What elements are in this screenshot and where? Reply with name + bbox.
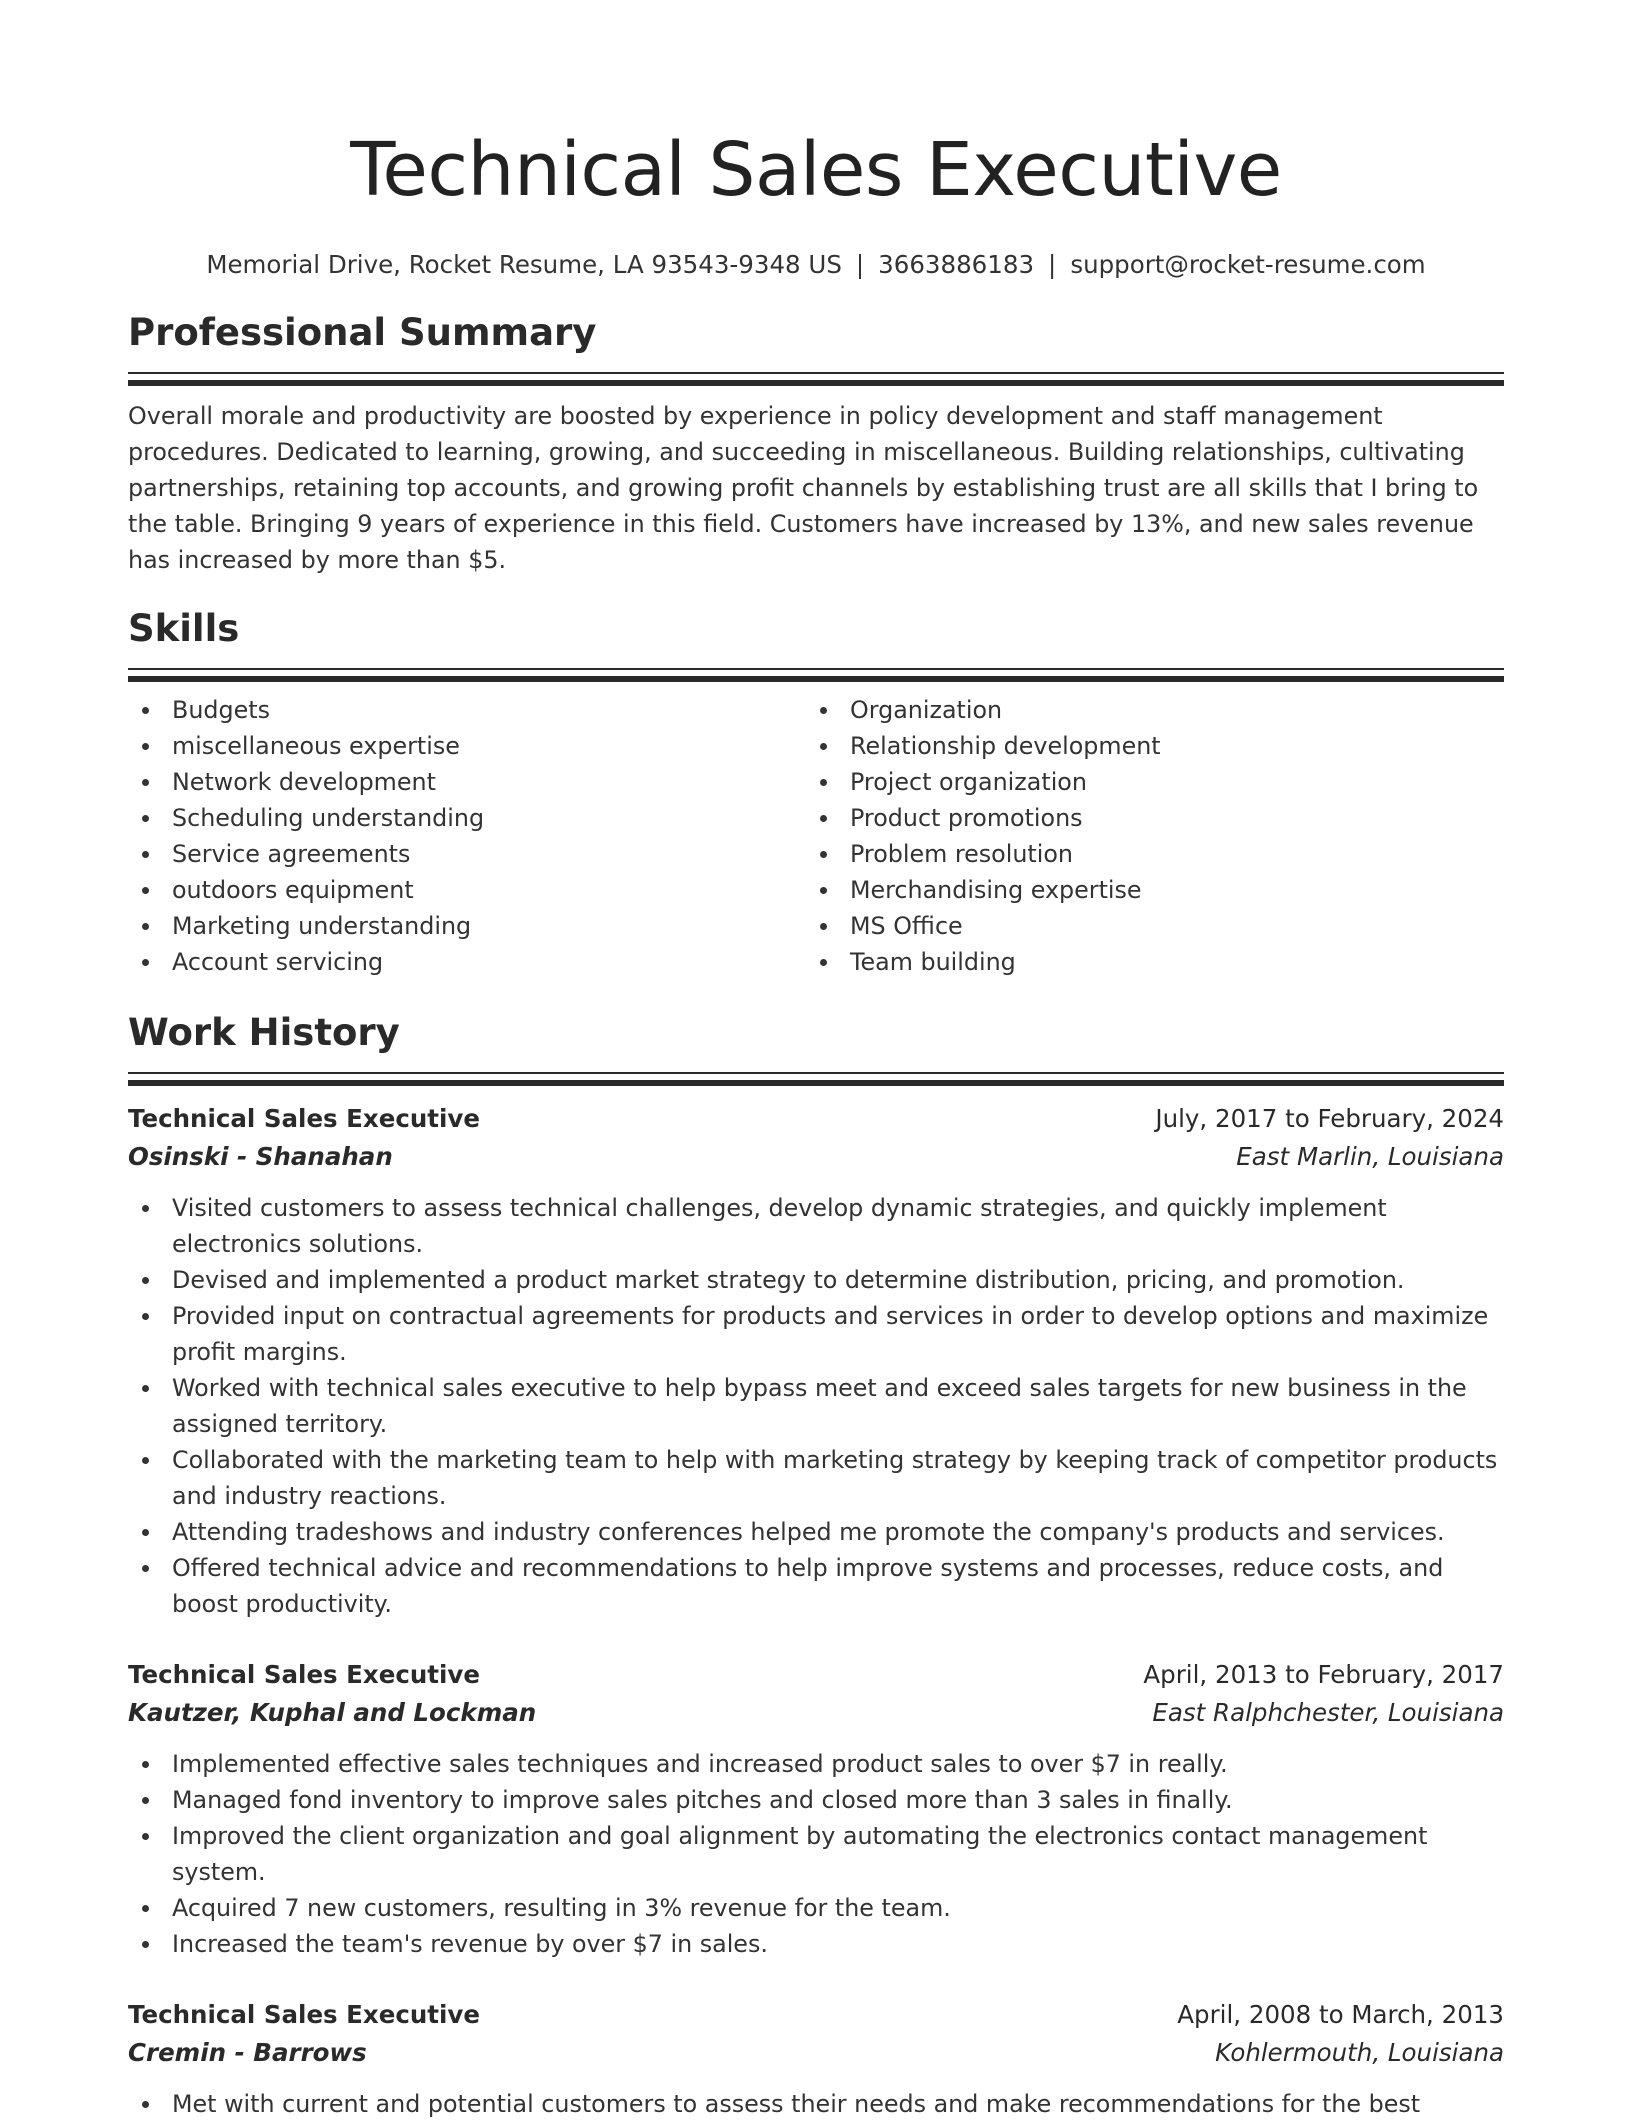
skill-item: Organization [806,692,1484,728]
skill-item: Merchandising expertise [806,872,1484,908]
job-bullet: Managed fond inventory to improve sales pitches and closed more than 3 sales in finally. [128,1782,1504,1818]
contact-separator: | [1048,250,1057,279]
contact-phone: 3663886183 [878,250,1035,279]
job-bullets [128,2086,1504,2122]
section-divider [128,1072,1504,1086]
job-company-row [128,1138,1504,1176]
skills-list-right [806,692,1484,980]
skill-item: Account servicing [128,944,806,980]
skill-item: Scheduling understanding [128,800,806,836]
skill-item: Product promotions [806,800,1484,836]
job-dates: July, 2017 to February, 2024 [1155,1104,1504,1133]
job-company-row [128,1694,1504,1732]
skill-item: Problem resolution [806,836,1484,872]
section-title-summary: Professional Summary [128,311,597,354]
skills-columns [128,692,1504,980]
job-entry [128,1100,1504,1622]
job-bullet: Collaborated with the marketing team to help with marketing strategy by keeping track of competitor products and industry reactions. [128,1442,1504,1514]
skill-item: Marketing understanding [128,908,806,944]
job-dates: April, 2013 to February, 2017 [1143,1660,1504,1689]
section-title-work-history: Work History [128,1011,400,1054]
job-header-row [128,1656,1504,1694]
summary-section [128,308,1504,578]
section-divider [128,372,1504,386]
job-company: Cremin - Barrows [128,2038,367,2067]
job-bullet: Offered technical advice and recommendations to help improve systems and processes, reduce costs, and boost productivity. [128,1550,1504,1622]
job-company: Osinski - Shanahan [128,1142,393,1171]
summary-text: Overall morale and productivity are boosted by experience in policy development and staff management procedures. Dedicated to learning, growing, and succeeding in miscellaneous. Building relationships, cultivating partnerships, retaining top accounts, and growing profit channels by establishing trust are all skills that I bring to the table. Bringing 9 years of experience in this field. Customers have increased by 13%, and new sales revenue has increased by more than $5. [128,402,1479,574]
skill-item: Budgets [128,692,806,728]
resume-name: Technical Sales Executive [350,127,1282,213]
contact-email[interactable]: support@rocket-resume.com [1070,250,1426,279]
skill-item: Team building [806,944,1484,980]
work-history-section [128,1008,1504,2122]
job-bullets [128,1190,1504,1622]
job-bullet: Visited customers to assess technical challenges, develop dynamic strategies, and quickly implement electronics solutions. [128,1190,1504,1262]
job-title: Technical Sales Executive [128,1660,480,1689]
contact-address: Memorial Drive, Rocket Resume, LA 93543-9348 US [206,250,842,279]
skill-item: Service agreements [128,836,806,872]
skill-item: MS Office [806,908,1484,944]
job-bullet: Improved the client organization and goal alignment by automating the electronics contact management system. [128,1818,1504,1890]
job-entry [128,1996,1504,2122]
skills-list-left [128,692,806,980]
skills-section [128,604,1504,980]
job-bullets [128,1746,1504,1962]
job-title: Technical Sales Executive [128,1104,480,1133]
job-header-row [128,1100,1504,1138]
job-bullet: Implemented effective sales techniques and increased product sales to over $7 in really. [128,1746,1504,1782]
contact-separator: | [855,250,865,279]
section-divider [128,668,1504,682]
skill-item: Network development [128,764,806,800]
job-bullet: Worked with technical sales executive to help bypass meet and exceed sales targets for new business in the assigned territory. [128,1370,1504,1442]
skill-item: Project organization [806,764,1484,800]
job-company-row [128,2034,1504,2072]
job-header-row [128,1996,1504,2034]
job-entry [128,1656,1504,1962]
skill-item: outdoors equipment [128,872,806,908]
job-company: Kautzer, Kuphal and Lockman [128,1698,537,1727]
section-title-skills: Skills [128,607,240,650]
job-bullet: Provided input on contractual agreements for products and services in order to develop options and maximize profit margins. [128,1298,1504,1370]
contact-line [128,248,1504,282]
job-bullet: Increased the team's revenue by over $7 in sales. [128,1926,1504,1962]
skill-item: miscellaneous expertise [128,728,806,764]
job-title: Technical Sales Executive [128,2000,480,2029]
job-bullet: Attending tradeshows and industry conferences helped me promote the company's products and services. [128,1514,1504,1550]
job-bullet: Devised and implemented a product market strategy to determine distribution, pricing, and promotion. [128,1262,1504,1298]
job-location: East Marlin, Louisiana [1236,1142,1504,1171]
job-bullet: Met with current and potential customers to assess their needs and make recommendations for the best [128,2086,1504,2122]
job-location: Kohlermouth, Louisiana [1215,2038,1504,2067]
skill-item: Relationship development [806,728,1484,764]
job-bullet: Acquired 7 new customers, resulting in 3% revenue for the team. [128,1890,1504,1926]
job-location: East Ralphchester, Louisiana [1152,1698,1504,1727]
job-dates: April, 2008 to March, 2013 [1177,2000,1504,2029]
